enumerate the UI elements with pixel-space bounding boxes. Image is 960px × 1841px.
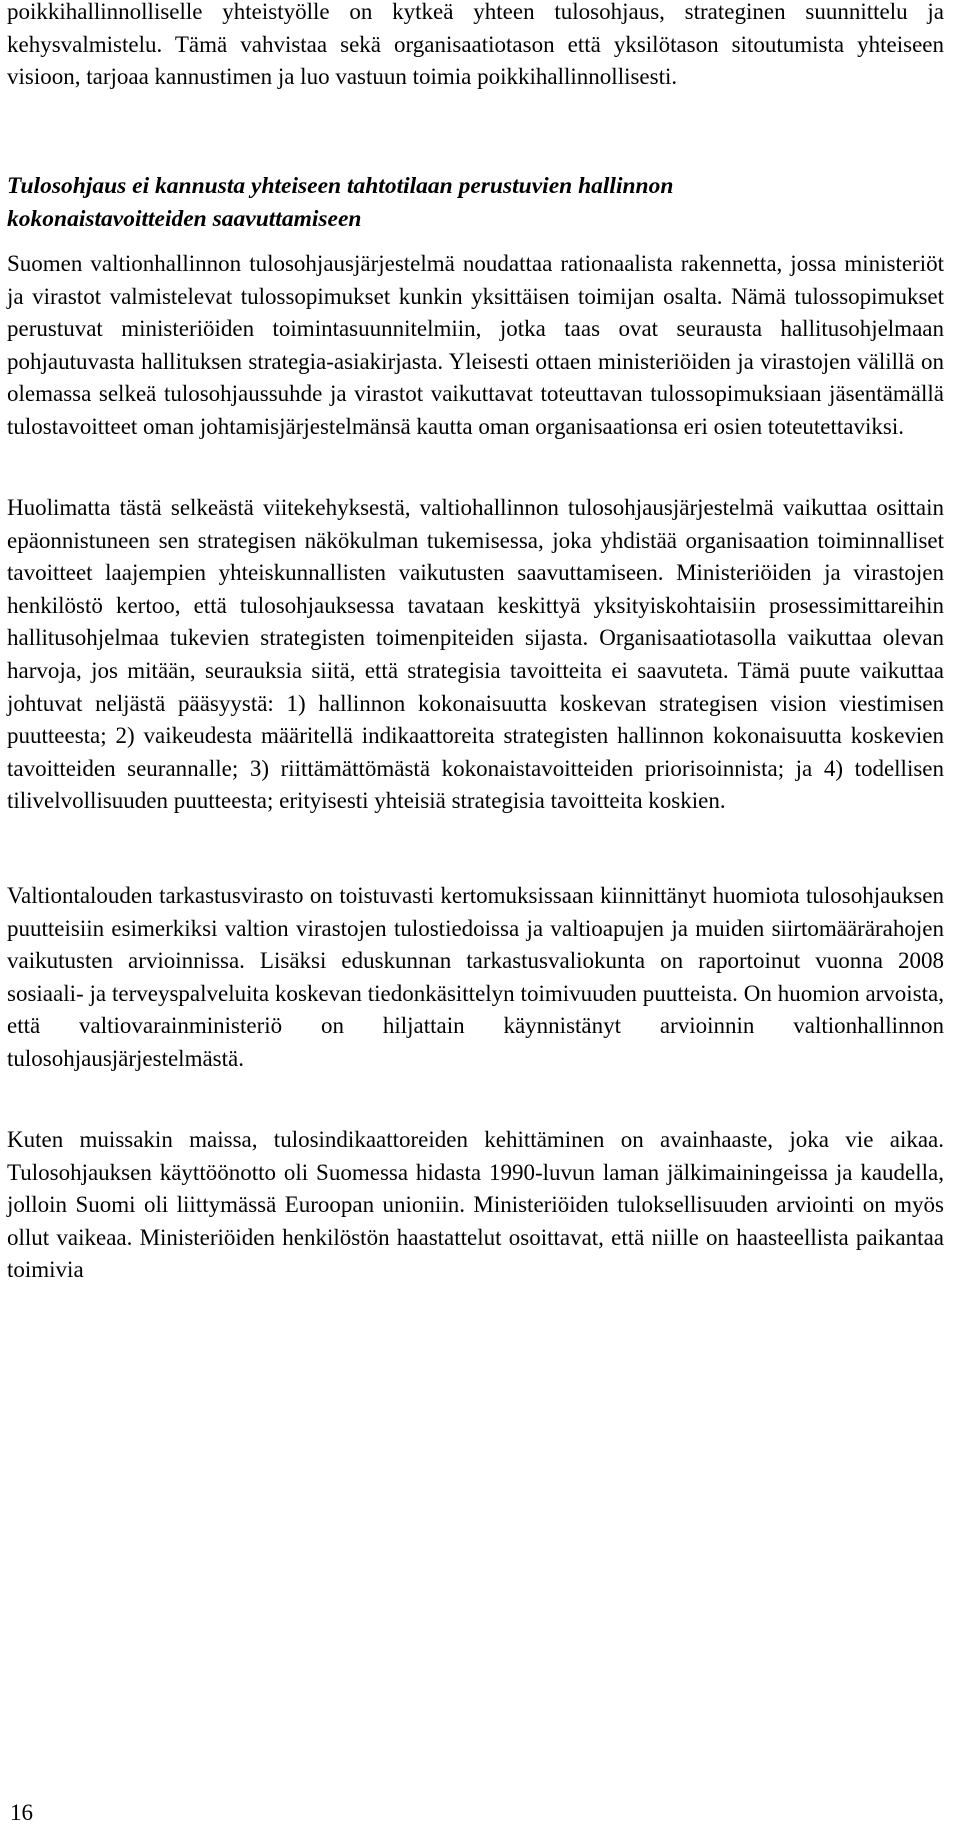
body-paragraph-1: Suomen valtionhallinnon tulosohjausjärjestelmä noudattaa rationaalista rakennetta, jossa ministeriöt ja virastot valmistelevat tulossopimukset kunkin yksittäisen toimijan osalta. Nämä tulossopimukset perustuvat ministeriöiden toimintasuunnitelmiin, jotka taas ovat seurausta hallitusohjelmaan pohjautuvasta hallituksen strategia-asiakirjasta. Yleisesti ottaen ministeriöiden ja virastojen välillä on olemassa selkeä tulosohjaussuhde ja virastot vaikuttavat toteuttavan tulossopimuksiaan jäsentämällä tulostavoitteet oman johtamisjärjestelmänsä kautta oman organisaationsa eri osien toteutettaviksi. — [7, 251, 944, 439]
body-paragraph-2: Huolimatta tästä selkeästä viitekehyksestä, valtiohallinnon tulosohjausjärjestelmä vaikuttaa osittain epäonnistuneen sen strategisen näkökulman tukemisessa, joka yhdistää organisaation toiminnalliset tavoitteet laajempien yhteiskunnallisten vaikutusten saavuttamiseen. Ministeriöiden ja virastojen henkilöstö kertoo, että tulosohjauksessa tavataan keskittyä yksityiskohtaisiin prosessimittareihin hallitusohjelmaa tukevien strategisten toimenpiteiden sijasta. Organisaatiotasolla vaikuttaa olevan harvoja, jos mitään, seurauksia siitä, että strategisia tavoitteita ei saavuteta. Tämä puute vaikuttaa johtuvat neljästä pääsyystä: 1) hallinnon kokonaisuutta koskevan strategisen vision viestimisen puutteesta; 2) vaikeudesta määritellä indikaattoreita strategisten hallinnon kokonaisuutta koskevien tavoitteiden seurannalle; 3) riittämättömästä kokonaistavoitteiden priorisoinnista; ja 4) todellisen tilivelvollisuuden puutteesta; erityisesti yhteisiä strategisia tavoitteita koskien. — [7, 495, 944, 814]
body-paragraph-4: Kuten muissakin maissa, tulosindikaattoreiden kehittäminen on avainhaaste, joka vie aikaa. Tulosohjauksen käyttöönotto oli Suomessa hidasta 1990-luvun laman jälkimainingeissa ja kaudella, jolloin Suomi oli liittymässä Euroopan unioniin. Ministeriöiden tuloksellisuuden arviointi on myös ollut vaikeaa. Ministeriöiden henkilöstön haastattelut osoittavat, että niille on haasteellista paikantaa toimivia — [7, 1127, 944, 1283]
intro-paragraph: poikkihallinnolliselle yhteistyölle on kytkeä yhteen tulosohjaus, strateginen suunnittelu ja kehysvalmistelu. Tämä vahvistaa sekä organisaatiotason että yksilötason sitoutumista yhteiseen visioon, tarjoaa kannustimen ja luo vastuun toimia poikkihallinnollisesti. — [7, 0, 944, 90]
body-paragraph-3: Valtiontalouden tarkastusvirasto on toistuvasti kertomuksissaan kiinnittänyt huomiota tulosohjauksen puutteisiin esimerkiksi valtion virastojen tulostiedoissa ja valtioapujen ja muiden siirtomäärärahojen vaikutusten arvioinnissa. Lisäksi eduskunnan tarkastusvaliokunta on raportoinut vuonna 2008 sosiaali- ja terveyspalveluita koskevan tiedonkäsittelyn toimivuuden puutteista. On huomion arvoista, että valtiovarainministeriö on hiljattain käynnistänyt arvioinnin valtionhallinnon tulosohjausjärjestelmästä. — [7, 883, 944, 1071]
page-number: 16 — [10, 1800, 33, 1825]
section-heading: Tulosohjaus ei kannusta yhteiseen tahtotilaan perustuvien hallinnon kokonaistavoitteiden saavuttamiseen — [7, 173, 674, 232]
